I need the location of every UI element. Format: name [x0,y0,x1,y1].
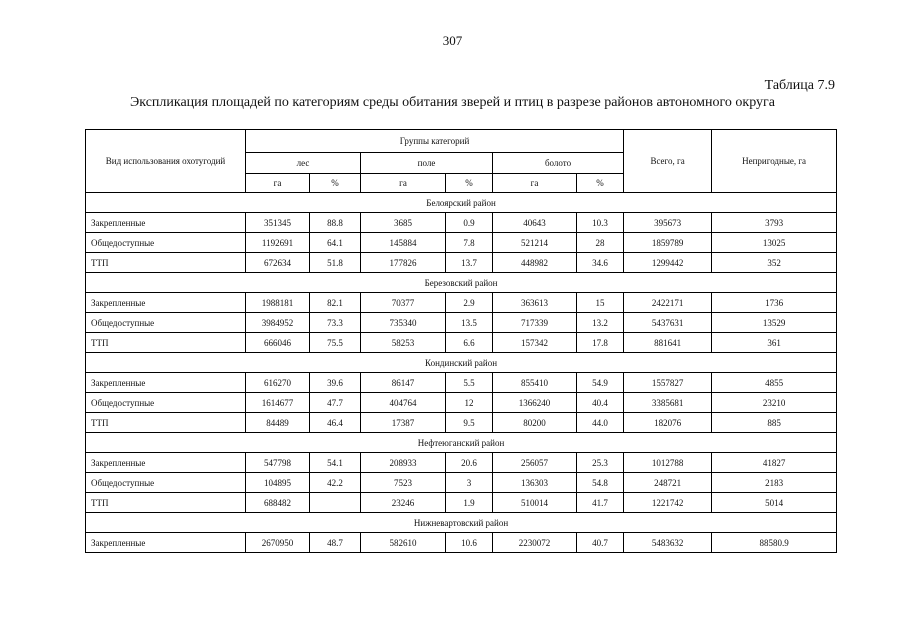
cell-swamp-ha: 40643 [493,213,577,233]
cell-swamp-ha: 1366240 [493,393,577,413]
district-name: Нижневартовский район [86,513,837,533]
table-row [86,253,837,273]
cell-field-ha: 208933 [361,453,446,473]
cell-forest-ha: 672634 [246,253,310,273]
cell-total: 395673 [624,213,712,233]
header-swamp: болото [493,153,624,174]
cell-land-use: Общедоступные [86,473,246,493]
cell-unusable: 4855 [712,373,837,393]
cell-swamp-ha: 363613 [493,293,577,313]
cell-forest-pct: 64.1 [310,233,361,253]
cell-field-ha: 3685 [361,213,446,233]
cell-swamp-ha: 521214 [493,233,577,253]
cell-forest-pct: 46.4 [310,413,361,433]
cell-swamp-pct: 13.2 [577,313,624,333]
cell-field-pct: 9.5 [446,413,493,433]
cell-land-use: ТТП [86,253,246,273]
district-row [86,433,837,453]
cell-land-use: Общедоступные [86,313,246,333]
cell-swamp-ha: 80200 [493,413,577,433]
district-row [86,273,837,293]
page-number: 307 [442,33,463,48]
table-row [86,453,837,473]
cell-swamp-ha: 855410 [493,373,577,393]
cell-swamp-pct: 34.6 [577,253,624,273]
cell-land-use: Закрепленные [86,533,246,553]
cell-field-pct: 0.9 [446,213,493,233]
cell-swamp-pct: 10.3 [577,213,624,233]
district-row [86,193,837,213]
cell-forest-ha: 2670950 [246,533,310,553]
cell-forest-ha: 1614677 [246,393,310,413]
cell-land-use: ТТП [86,413,246,433]
cell-field-ha: 7523 [361,473,446,493]
cell-total: 3385681 [624,393,712,413]
cell-field-pct: 12 [446,393,493,413]
cell-unusable: 1736 [712,293,837,313]
cell-field-pct: 20.6 [446,453,493,473]
cell-field-pct: 1.9 [446,493,493,513]
table-row [86,313,837,333]
cell-forest-ha: 1988181 [246,293,310,313]
cell-field-ha: 17387 [361,413,446,433]
cell-land-use: ТТП [86,493,246,513]
cell-field-pct: 10.6 [446,533,493,553]
cell-forest-pct: 75.5 [310,333,361,353]
cell-unusable: 5014 [712,493,837,513]
cell-swamp-pct: 41.7 [577,493,624,513]
cell-land-use: Закрепленные [86,213,246,233]
header-field-ha: га [361,174,446,193]
cell-swamp-pct: 15 [577,293,624,313]
cell-swamp-ha: 717339 [493,313,577,333]
cell-field-pct: 5.5 [446,373,493,393]
explication-table [85,129,837,553]
table-row [86,413,837,433]
header-land-use: Вид использования охотугодий [86,130,246,193]
cell-field-ha: 23246 [361,493,446,513]
cell-field-ha: 58253 [361,333,446,353]
district-name: Березовский район [86,273,837,293]
cell-swamp-ha: 136303 [493,473,577,493]
table-row [86,213,837,233]
cell-forest-pct: 88.8 [310,213,361,233]
cell-swamp-pct: 28 [577,233,624,253]
header-forest-ha: га [246,174,310,193]
cell-forest-ha: 1192691 [246,233,310,253]
cell-forest-pct: 42.2 [310,473,361,493]
cell-unusable: 361 [712,333,837,353]
table-row [86,333,837,353]
cell-field-pct: 13.5 [446,313,493,333]
table-header [86,130,837,193]
cell-swamp-pct: 54.9 [577,373,624,393]
cell-field-ha: 177826 [361,253,446,273]
cell-field-ha: 70377 [361,293,446,313]
cell-unusable: 23210 [712,393,837,413]
cell-forest-pct: 39.6 [310,373,361,393]
cell-swamp-pct: 44.0 [577,413,624,433]
cell-unusable: 41827 [712,453,837,473]
cell-swamp-pct: 54.8 [577,473,624,493]
cell-total: 1859789 [624,233,712,253]
cell-forest-pct [310,493,361,513]
header-field: поле [361,153,493,174]
cell-total: 2422171 [624,293,712,313]
cell-total: 1557827 [624,373,712,393]
header-groups: Группы категорий [246,130,624,153]
table-row [86,493,837,513]
cell-field-pct: 6.6 [446,333,493,353]
table-row [86,473,837,493]
cell-unusable: 3793 [712,213,837,233]
cell-unusable: 13529 [712,313,837,333]
cell-total: 1299442 [624,253,712,273]
cell-forest-ha: 84489 [246,413,310,433]
cell-total: 1221742 [624,493,712,513]
cell-land-use: ТТП [86,333,246,353]
cell-total: 5437631 [624,313,712,333]
cell-swamp-pct: 25.3 [577,453,624,473]
cell-field-ha: 735340 [361,313,446,333]
table-caption: Экспликация площадей по категориям среды обитания зверей и птиц в разрезе районов автономного округа [130,95,775,110]
cell-total: 248721 [624,473,712,493]
cell-forest-ha: 104895 [246,473,310,493]
table-body [86,193,837,553]
cell-total: 1012788 [624,453,712,473]
cell-forest-pct: 82.1 [310,293,361,313]
cell-land-use: Закрепленные [86,373,246,393]
cell-forest-ha: 666046 [246,333,310,353]
cell-forest-ha: 3984952 [246,313,310,333]
cell-total: 182076 [624,413,712,433]
cell-field-pct: 2.9 [446,293,493,313]
cell-forest-pct: 47.7 [310,393,361,413]
table-row [86,393,837,413]
cell-land-use: Общедоступные [86,393,246,413]
cell-land-use: Закрепленные [86,453,246,473]
cell-field-pct: 7.8 [446,233,493,253]
district-row [86,353,837,373]
cell-swamp-pct: 17.8 [577,333,624,353]
cell-field-pct: 3 [446,473,493,493]
cell-forest-ha: 547798 [246,453,310,473]
cell-swamp-ha: 510014 [493,493,577,513]
cell-land-use: Общедоступные [86,233,246,253]
cell-swamp-ha: 2230072 [493,533,577,553]
cell-field-pct: 13.7 [446,253,493,273]
cell-forest-ha: 616270 [246,373,310,393]
cell-land-use: Закрепленные [86,293,246,313]
cell-unusable: 2183 [712,473,837,493]
cell-swamp-ha: 256057 [493,453,577,473]
header-forest-pct: % [310,174,361,193]
district-name: Нефтеюганский район [86,433,837,453]
header-swamp-pct: % [577,174,624,193]
cell-unusable: 88580.9 [712,533,837,553]
cell-total: 881641 [624,333,712,353]
header-forest: лес [246,153,361,174]
cell-swamp-pct: 40.7 [577,533,624,553]
cell-forest-pct: 54.1 [310,453,361,473]
cell-unusable: 885 [712,413,837,433]
table-label: Таблица 7.9 [764,78,835,93]
cell-forest-pct: 73.3 [310,313,361,333]
district-name: Кондинский район [86,353,837,373]
header-unusable: Непригодные, га [712,130,837,193]
header-swamp-ha: га [493,174,577,193]
cell-unusable: 13025 [712,233,837,253]
table-row [86,293,837,313]
cell-forest-ha: 688482 [246,493,310,513]
cell-forest-pct: 48.7 [310,533,361,553]
table-row [86,233,837,253]
cell-total: 5483632 [624,533,712,553]
cell-field-ha: 145884 [361,233,446,253]
cell-field-ha: 582610 [361,533,446,553]
header-field-pct: % [446,174,493,193]
cell-forest-ha: 351345 [246,213,310,233]
header-total: Всего, га [624,130,712,193]
cell-field-ha: 404764 [361,393,446,413]
district-row [86,513,837,533]
table-row [86,373,837,393]
cell-unusable: 352 [712,253,837,273]
cell-forest-pct: 51.8 [310,253,361,273]
cell-swamp-ha: 157342 [493,333,577,353]
cell-swamp-ha: 448982 [493,253,577,273]
cell-swamp-pct: 40.4 [577,393,624,413]
table-row [86,533,837,553]
cell-field-ha: 86147 [361,373,446,393]
district-name: Белоярский район [86,193,837,213]
